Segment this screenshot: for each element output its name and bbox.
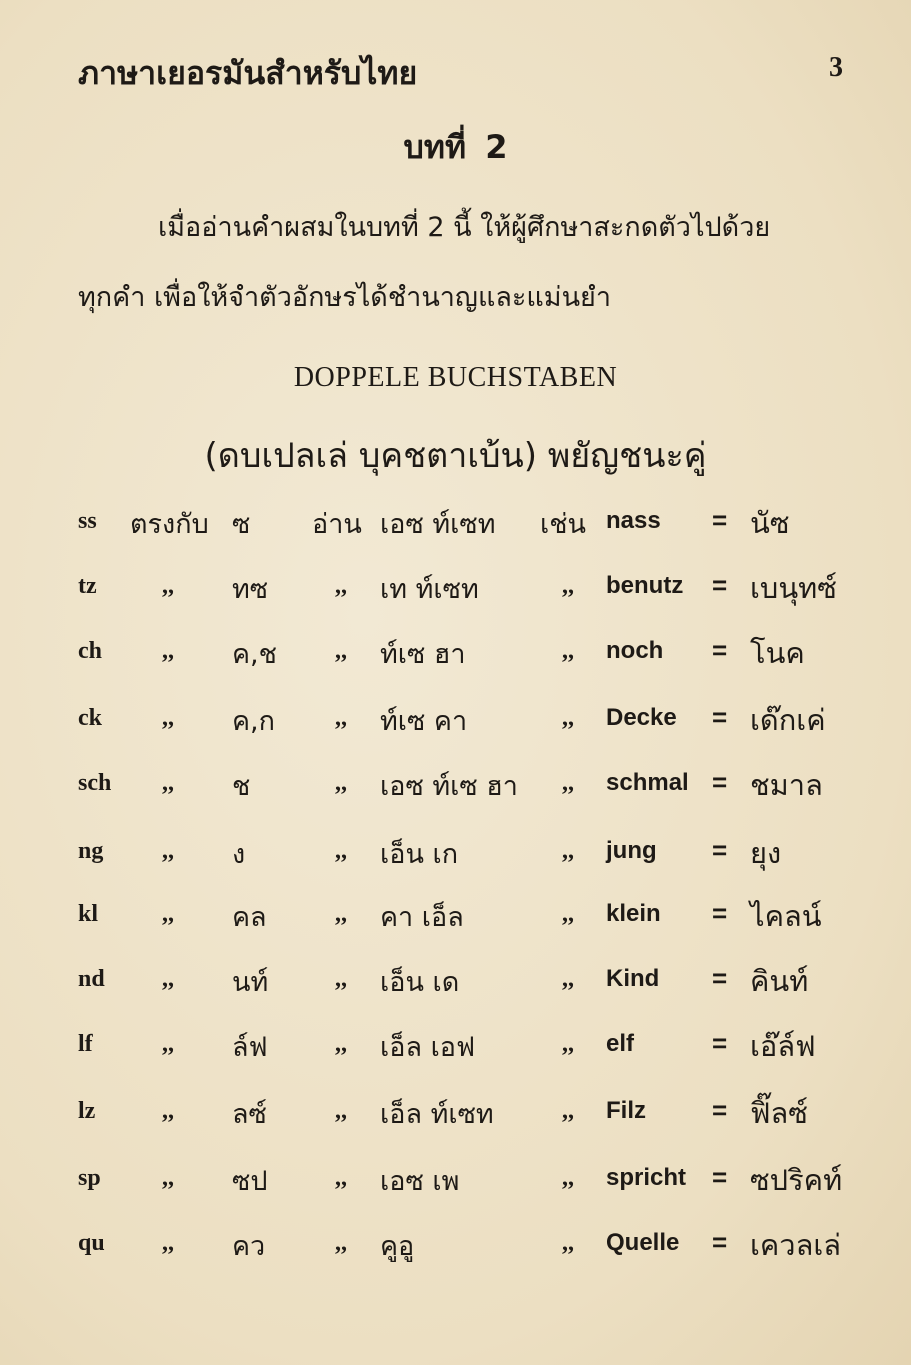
pronunciation-cell: เอซ ท์เซ ฮา <box>380 771 518 802</box>
thai-consonant-cell: ซ <box>232 509 251 540</box>
thai-transliteration-cell: ไคลน์ <box>750 899 822 933</box>
table-row <box>0 1023 911 1083</box>
read-as-cell: ,, <box>335 1031 347 1057</box>
letters-cell: lz <box>78 1098 96 1124</box>
german-word-cell: klein <box>606 900 661 927</box>
thai-transliteration-cell: เด๊กเค่ <box>750 703 826 737</box>
equals-sign: = <box>712 635 728 665</box>
german-word-cell: Filz <box>606 1097 646 1124</box>
example-marker-cell: ,, <box>562 966 574 992</box>
pronunciation-cell: เท ท์เซท <box>380 574 479 605</box>
example-marker-cell: ,, <box>562 705 574 731</box>
running-head <box>78 48 843 98</box>
thai-consonant-cell: ค,ก <box>232 706 275 737</box>
chapter-title: บทที่ 2 <box>403 128 508 166</box>
thai-consonant-cell: ลซ์ <box>232 1099 267 1130</box>
example-marker-cell: ,, <box>562 573 574 599</box>
read-as-cell: ,, <box>335 573 347 599</box>
intro-paragraph-line-1: เมื่ออ่านคำผสมในบทที่ 2 นี้ ให้ผู้ศึกษาสะกดตัวไปด้วย <box>158 212 771 243</box>
pronunciation-cell: คา เอ็ล <box>380 902 464 933</box>
german-word-cell: schmal <box>606 769 689 796</box>
read-as-cell: ,, <box>335 838 347 864</box>
section-heading-thai: (ดบเปลเล่ บุคชตาเบ้น) พยัญชนะคู่ <box>204 436 707 476</box>
same-as-cell: ,, <box>162 838 174 864</box>
equals-sign: = <box>712 767 728 797</box>
thai-transliteration-cell: เอ๊ล์ฟ <box>750 1029 816 1063</box>
german-word-cell: spricht <box>606 1164 687 1191</box>
table-row <box>0 697 911 757</box>
letters-cell: qu <box>78 1230 105 1256</box>
table-row <box>0 958 911 1018</box>
same-as-cell: ,, <box>162 770 174 796</box>
same-as-cell: ,, <box>162 705 174 731</box>
table-row <box>0 893 911 953</box>
example-marker-cell: เช่น <box>540 509 587 540</box>
section-heading-german: DOPPELE BUCHSTABEN <box>293 362 618 393</box>
example-marker-cell: ,, <box>562 901 574 927</box>
german-word-cell: Decke <box>606 704 677 731</box>
letters-cell: nd <box>78 966 105 992</box>
read-as-cell: ,, <box>335 1165 347 1191</box>
same-as-cell: ,, <box>162 1031 174 1057</box>
read-as-cell: ,, <box>335 901 347 927</box>
read-as-cell: อ่าน <box>312 509 362 540</box>
table-row <box>0 565 911 625</box>
pronunciation-cell: เอซ เพ <box>380 1166 460 1197</box>
letters-cell: ck <box>78 705 102 731</box>
book-title: ภาษาเยอรมันสำหรับไทย <box>78 54 418 92</box>
thai-transliteration-cell: เควลเล่ <box>750 1228 842 1262</box>
thai-consonant-cell: ช <box>232 771 251 802</box>
letters-cell: kl <box>78 901 99 927</box>
pronunciation-cell: เอซ ท์เซท <box>380 509 496 540</box>
thai-consonant-cell: ล์ฟ <box>232 1032 268 1063</box>
equals-sign: = <box>712 1227 728 1257</box>
pronunciation-cell: เอ็ล เอฟ <box>380 1032 476 1063</box>
same-as-cell: ,, <box>162 573 174 599</box>
equals-sign: = <box>712 1028 728 1058</box>
thai-consonant-cell: นท์ <box>232 967 269 998</box>
thai-transliteration-cell: ฟิ๊ลซ์ <box>750 1096 808 1130</box>
example-marker-cell: ,, <box>562 1031 574 1057</box>
intro-paragraph-line-2: ทุกคำ เพื่อให้จำตัวอักษรได้ชำนาญและแม่นยำ <box>78 282 612 313</box>
thai-consonant-cell: ค,ช <box>232 639 277 670</box>
thai-transliteration-cell: ยุง <box>750 836 782 870</box>
example-marker-cell: ,, <box>562 638 574 664</box>
read-as-cell: ,, <box>335 770 347 796</box>
example-marker-cell: ,, <box>562 838 574 864</box>
letters-cell: ch <box>78 638 102 664</box>
thai-transliteration-cell: คินท์ <box>750 964 809 998</box>
pronunciation-cell: ท์เซ คา <box>380 706 468 737</box>
thai-consonant-cell: ซป <box>232 1166 268 1197</box>
equals-sign: = <box>712 505 728 535</box>
table-row <box>0 630 911 690</box>
thai-transliteration-cell: โนค <box>750 636 805 670</box>
letters-cell: sch <box>78 770 112 796</box>
example-marker-cell: ,, <box>562 1165 574 1191</box>
same-as-cell: ,, <box>162 1098 174 1124</box>
pronunciation-cell: เอ็น เด <box>380 967 460 998</box>
equals-sign: = <box>712 898 728 928</box>
pronunciation-cell: เอ็น เก <box>380 839 459 870</box>
read-as-cell: ,, <box>335 966 347 992</box>
page-number: 3 <box>829 52 843 83</box>
letters-cell: tz <box>78 573 97 599</box>
equals-sign: = <box>712 702 728 732</box>
thai-consonant-cell: ง <box>232 839 246 870</box>
german-word-cell: noch <box>606 637 664 664</box>
read-as-cell: ,, <box>335 705 347 731</box>
same-as-cell: ตรงกับ <box>130 509 209 540</box>
letters-cell: sp <box>78 1165 101 1191</box>
pronunciation-cell: ท์เซ ฮา <box>380 639 466 670</box>
thai-consonant-cell: คล <box>232 902 267 933</box>
equals-sign: = <box>712 963 728 993</box>
table-row <box>0 1222 911 1282</box>
pronunciation-cell: เอ็ล ท์เซท <box>380 1099 494 1130</box>
letters-cell: ng <box>78 838 104 864</box>
thai-transliteration-cell: เบนุทซ์ <box>750 571 837 605</box>
same-as-cell: ,, <box>162 1165 174 1191</box>
same-as-cell: ,, <box>162 1230 174 1256</box>
table-row <box>0 1090 911 1150</box>
thai-transliteration-cell: ซปริคท์ <box>750 1163 843 1197</box>
letters-cell: lf <box>78 1031 93 1057</box>
example-marker-cell: ,, <box>562 1098 574 1124</box>
german-word-cell: benutz <box>606 572 684 599</box>
thai-transliteration-cell: ชมาล <box>750 768 823 802</box>
table-row <box>0 500 911 560</box>
equals-sign: = <box>712 1162 728 1192</box>
german-word-cell: jung <box>606 837 657 864</box>
example-marker-cell: ,, <box>562 1230 574 1256</box>
equals-sign: = <box>712 1095 728 1125</box>
same-as-cell: ,, <box>162 638 174 664</box>
equals-sign: = <box>712 835 728 865</box>
thai-transliteration-cell: นัซ <box>750 506 790 540</box>
letters-cell: ss <box>78 508 97 534</box>
thai-consonant-cell: คว <box>232 1231 266 1262</box>
thai-consonant-cell: ทซ <box>232 574 269 605</box>
equals-sign: = <box>712 570 728 600</box>
german-word-cell: Kind <box>606 965 660 992</box>
german-word-cell: nass <box>606 507 661 534</box>
german-word-cell: Quelle <box>606 1229 680 1256</box>
table-row <box>0 1157 911 1217</box>
same-as-cell: ,, <box>162 966 174 992</box>
pronunciation-cell: คูอู <box>380 1231 415 1262</box>
same-as-cell: ,, <box>162 901 174 927</box>
table-row <box>0 830 911 890</box>
read-as-cell: ,, <box>335 638 347 664</box>
read-as-cell: ,, <box>335 1230 347 1256</box>
example-marker-cell: ,, <box>562 770 574 796</box>
german-word-cell: elf <box>606 1030 635 1057</box>
table-row <box>0 762 911 822</box>
read-as-cell: ,, <box>335 1098 347 1124</box>
